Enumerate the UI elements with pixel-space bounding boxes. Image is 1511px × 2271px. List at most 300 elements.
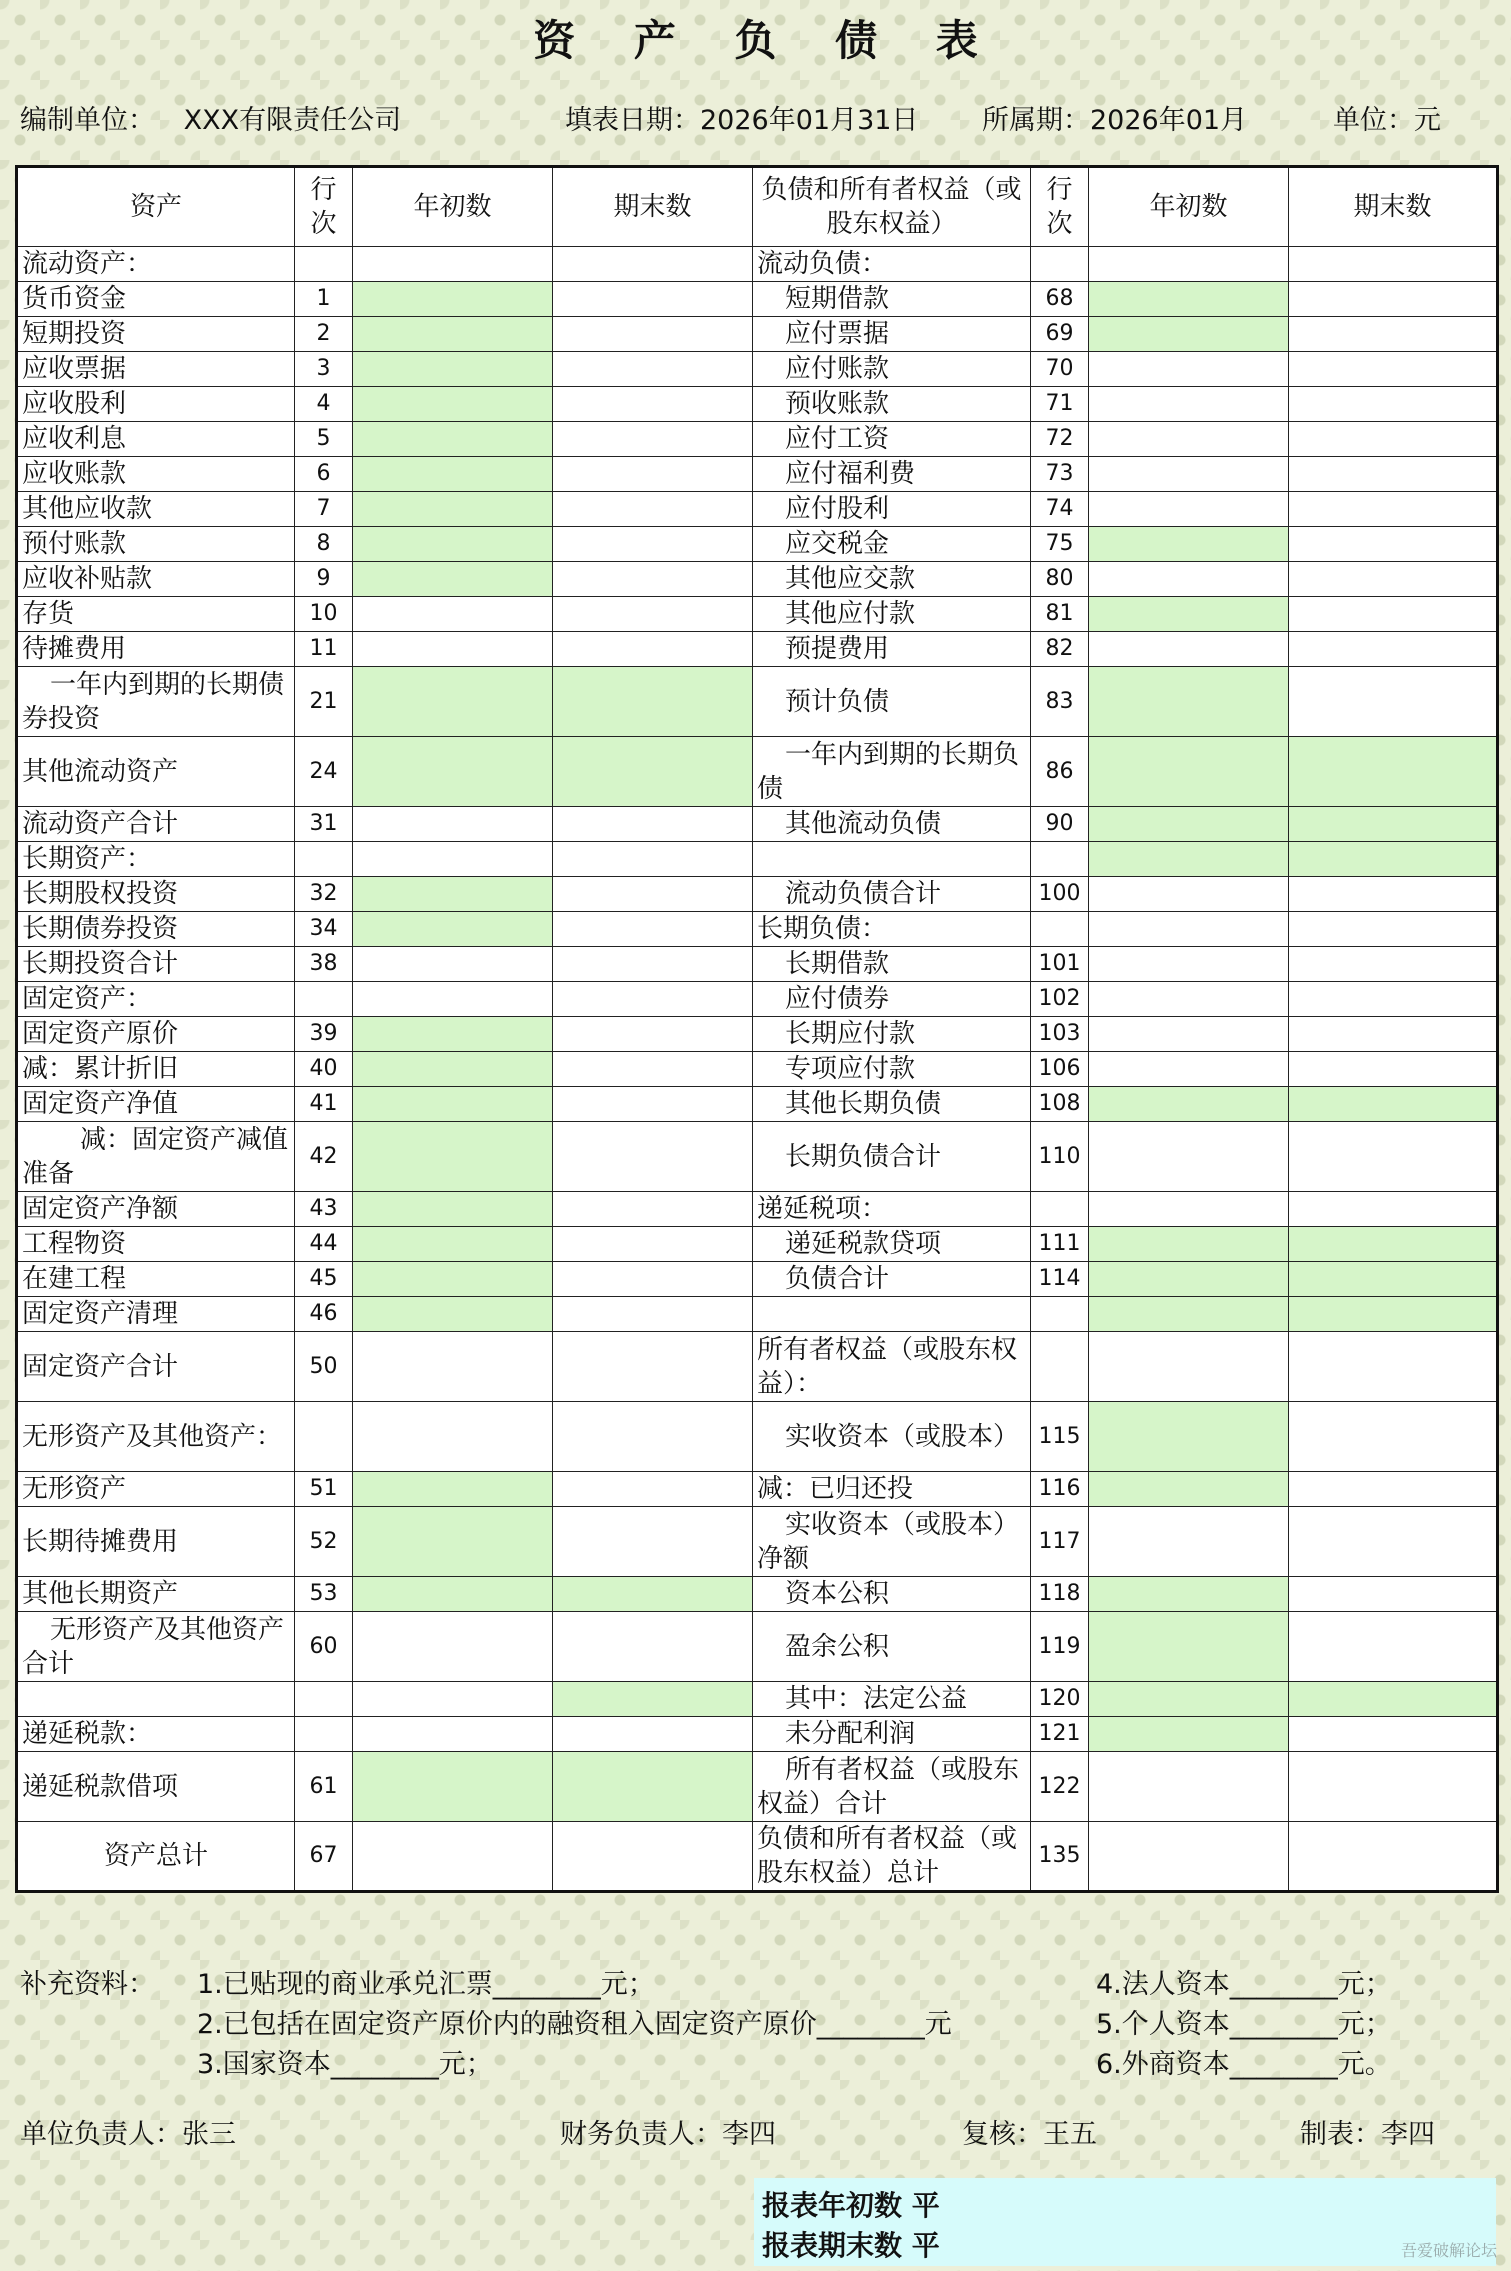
liability-end-value: [1289, 1717, 1498, 1752]
asset-begin-value[interactable]: [353, 282, 553, 317]
asset-item-label: 其他应收款: [17, 492, 295, 527]
asset-end-value: [553, 282, 753, 317]
liability-begin-value: [1089, 1192, 1289, 1227]
liability-begin-value: [1089, 1017, 1289, 1052]
liability-end-value: [1289, 947, 1498, 982]
asset-item-label: 应收补贴款: [17, 562, 295, 597]
asset-end-value: [553, 947, 753, 982]
fill-date-value: 2026年01月31日: [700, 105, 919, 136]
asset-line-no: 1: [295, 282, 353, 317]
liability-line-no: [1031, 912, 1089, 947]
supplement-item-4: 4.法人资本________元；: [1096, 1969, 1392, 2000]
asset-line-no: 39: [295, 1017, 353, 1052]
asset-line-no: 38: [295, 947, 353, 982]
table-row: [17, 282, 1498, 317]
liability-item-label: 专项应付款: [753, 1052, 1031, 1087]
asset-line-no: 46: [295, 1297, 353, 1332]
liability-end-value[interactable]: [1289, 1087, 1498, 1122]
liability-begin-value[interactable]: [1089, 807, 1289, 842]
asset-item-label: 固定资产合计: [17, 1332, 295, 1402]
table-row: [17, 597, 1498, 632]
asset-line-no: 4: [295, 387, 353, 422]
liability-line-no: [1031, 1332, 1089, 1402]
asset-item-label: 递延税款：: [17, 1717, 295, 1752]
asset-end-value: [553, 1227, 753, 1262]
liability-item-label: [753, 1297, 1031, 1332]
asset-begin-value[interactable]: [353, 737, 553, 807]
liability-end-value: [1289, 877, 1498, 912]
liability-end-value[interactable]: [1289, 737, 1498, 807]
liability-begin-value: [1089, 352, 1289, 387]
liability-begin-value: [1089, 422, 1289, 457]
liability-line-no: [1031, 1297, 1089, 1332]
asset-begin-value[interactable]: [353, 1227, 553, 1262]
asset-item-label: 一年内到期的长期债券投资: [17, 667, 295, 737]
asset-end-value: [553, 1612, 753, 1682]
liability-begin-value: [1089, 877, 1289, 912]
asset-begin-value[interactable]: [353, 1472, 553, 1507]
liability-begin-value[interactable]: [1089, 667, 1289, 737]
table-row: [17, 737, 1498, 807]
asset-line-no: 6: [295, 457, 353, 492]
liability-begin-value[interactable]: [1089, 282, 1289, 317]
asset-line-no: 61: [295, 1752, 353, 1822]
table-row: [17, 1752, 1498, 1822]
liability-line-no: 117: [1031, 1507, 1089, 1577]
liability-end-value: [1289, 1052, 1498, 1087]
liability-begin-value[interactable]: [1089, 1087, 1289, 1122]
asset-item-label: 应收股利: [17, 387, 295, 422]
liability-end-value[interactable]: [1289, 1227, 1498, 1262]
liability-end-value: [1289, 352, 1498, 387]
liability-begin-value[interactable]: [1089, 317, 1289, 352]
asset-end-value: [553, 807, 753, 842]
asset-end-value[interactable]: [553, 1682, 753, 1717]
asset-begin-value: [353, 982, 553, 1017]
asset-line-no: 2: [295, 317, 353, 352]
liability-end-value: [1289, 527, 1498, 562]
liability-item-label: 递延税项：: [753, 1192, 1031, 1227]
table-row: [17, 947, 1498, 982]
header-assets: 资产: [17, 167, 295, 247]
liability-item-label: 应付债券: [753, 982, 1031, 1017]
liability-item-label: 减：已归还投: [753, 1472, 1031, 1507]
table-row: [17, 492, 1498, 527]
asset-begin-value[interactable]: [353, 1087, 553, 1122]
liability-item-label: 预收账款: [753, 387, 1031, 422]
asset-line-no: 5: [295, 422, 353, 457]
asset-end-value: [553, 1822, 753, 1892]
unit-label: 编制单位：: [20, 105, 155, 136]
asset-item-label: 其他长期资产: [17, 1577, 295, 1612]
currency-value: 元: [1414, 105, 1441, 136]
asset-end-value: [553, 562, 753, 597]
watermark: 吾爱破解论坛: [1400, 2241, 1497, 2260]
liability-begin-value[interactable]: [1089, 1402, 1289, 1472]
asset-begin-value[interactable]: [353, 912, 553, 947]
liability-begin-value: [1089, 632, 1289, 667]
period-value: 2026年01月: [1090, 105, 1248, 136]
asset-begin-value[interactable]: [353, 457, 553, 492]
liability-begin-value: [1089, 562, 1289, 597]
header-line-no-right: 行次: [1031, 167, 1089, 247]
liability-item-label: 预提费用: [753, 632, 1031, 667]
header-liabilities: 负债和所有者权益（或股东权益）: [753, 167, 1031, 247]
liability-item-label: [753, 842, 1031, 877]
liability-line-no: 120: [1031, 1682, 1089, 1717]
liability-end-value: [1289, 1752, 1498, 1822]
liability-line-no: 80: [1031, 562, 1089, 597]
asset-end-value: [553, 1472, 753, 1507]
asset-begin-value[interactable]: [353, 1577, 553, 1612]
asset-item-label: 待摊费用: [17, 632, 295, 667]
asset-begin-value[interactable]: [353, 1752, 553, 1822]
asset-end-value[interactable]: [553, 667, 753, 737]
liability-begin-value: [1089, 1507, 1289, 1577]
table-row: [17, 1297, 1498, 1332]
asset-end-value: [553, 877, 753, 912]
check-end: 报表期末数 平: [762, 2229, 940, 2262]
liability-item-label: 短期借款: [753, 282, 1031, 317]
table-row: [17, 562, 1498, 597]
liability-item-label: 应付票据: [753, 317, 1031, 352]
asset-line-no: [295, 842, 353, 877]
liability-line-no: 100: [1031, 877, 1089, 912]
liability-end-value: [1289, 1507, 1498, 1577]
liability-line-no: 118: [1031, 1577, 1089, 1612]
asset-begin-value[interactable]: [353, 1017, 553, 1052]
liability-item-label: 流动负债合计: [753, 877, 1031, 912]
liability-begin-value[interactable]: [1089, 1472, 1289, 1507]
asset-end-value: [553, 352, 753, 387]
signature-review: 复核：王五: [962, 2119, 1097, 2150]
liability-begin-value[interactable]: [1089, 1262, 1289, 1297]
asset-begin-value[interactable]: [353, 352, 553, 387]
liability-begin-value[interactable]: [1089, 737, 1289, 807]
fill-date: [565, 98, 918, 137]
liability-end-value[interactable]: [1289, 1297, 1498, 1332]
liability-begin-value[interactable]: [1089, 1297, 1289, 1332]
asset-line-no: 42: [295, 1122, 353, 1192]
liability-end-value: [1289, 632, 1498, 667]
table-row: [17, 1332, 1498, 1402]
liability-line-no: 69: [1031, 317, 1089, 352]
asset-item-label: 其他流动资产: [17, 737, 295, 807]
asset-end-value[interactable]: [553, 737, 753, 807]
liability-line-no: 70: [1031, 352, 1089, 387]
table-row: [17, 352, 1498, 387]
liability-end-value[interactable]: [1289, 1682, 1498, 1717]
liability-end-value: [1289, 562, 1498, 597]
asset-end-value: [553, 1507, 753, 1577]
asset-item-label: 长期股权投资: [17, 877, 295, 912]
asset-item-label: 工程物资: [17, 1227, 295, 1262]
asset-end-value: [553, 1192, 753, 1227]
asset-item-label: [17, 1682, 295, 1717]
period-label: 所属期：: [982, 105, 1090, 136]
asset-item-label: 应收利息: [17, 422, 295, 457]
asset-line-no: 50: [295, 1332, 353, 1402]
liability-begin-value: [1089, 1122, 1289, 1192]
balance-sheet-table: [15, 165, 1499, 1893]
liability-begin-value[interactable]: [1089, 842, 1289, 877]
supplement-item-1: 1.已贴现的商业承兑汇票________元；: [197, 1969, 655, 2000]
liability-begin-value: [1089, 982, 1289, 1017]
asset-item-label: 递延税款借项: [17, 1752, 295, 1822]
asset-item-label: 无形资产及其他资产：: [17, 1402, 295, 1472]
asset-line-no: 9: [295, 562, 353, 597]
liability-end-value[interactable]: [1289, 807, 1498, 842]
asset-end-value: [553, 1297, 753, 1332]
liability-item-label: 流动负债：: [753, 247, 1031, 282]
asset-end-value[interactable]: [553, 1577, 753, 1612]
liability-end-value: [1289, 387, 1498, 422]
liability-end-value: [1289, 1192, 1498, 1227]
asset-end-value: [553, 842, 753, 877]
liability-end-value: [1289, 457, 1498, 492]
table-row: [17, 912, 1498, 947]
liability-begin-value[interactable]: [1089, 1227, 1289, 1262]
liability-end-value: [1289, 247, 1498, 282]
asset-item-label: 流动资产合计: [17, 807, 295, 842]
check-begin: 报表年初数 平: [762, 2189, 940, 2222]
liability-end-value: [1289, 597, 1498, 632]
asset-line-no: [295, 1402, 353, 1472]
asset-begin-value[interactable]: [353, 1122, 553, 1192]
liability-end-value: [1289, 1402, 1498, 1472]
liability-item-label: 所有者权益（或股东权益）：: [753, 1332, 1031, 1402]
liability-item-label: 盈余公积: [753, 1612, 1031, 1682]
liability-item-label: 长期负债：: [753, 912, 1031, 947]
asset-line-no: 41: [295, 1087, 353, 1122]
liability-begin-value: [1089, 1052, 1289, 1087]
liability-item-label: 预计负债: [753, 667, 1031, 737]
table-row: [17, 877, 1498, 912]
signature-preparer: 制表：李四: [1300, 2119, 1435, 2150]
asset-begin-value[interactable]: [353, 667, 553, 737]
table-row: [17, 1052, 1498, 1087]
liability-line-no: 106: [1031, 1052, 1089, 1087]
liability-line-no: 86: [1031, 737, 1089, 807]
asset-end-value: [553, 1262, 753, 1297]
table-row: [17, 1472, 1498, 1507]
asset-end-value: [553, 492, 753, 527]
liability-line-no: 114: [1031, 1262, 1089, 1297]
asset-begin-value[interactable]: [353, 317, 553, 352]
asset-end-value: [553, 1402, 753, 1472]
asset-item-label: 固定资产净额: [17, 1192, 295, 1227]
liability-end-value: [1289, 492, 1498, 527]
liability-item-label: 其他应交款: [753, 562, 1031, 597]
asset-end-value: [553, 457, 753, 492]
liability-begin-value: [1089, 947, 1289, 982]
liability-begin-value[interactable]: [1089, 527, 1289, 562]
table-row: [17, 1192, 1498, 1227]
liability-item-label: 负债合计: [753, 1262, 1031, 1297]
liability-begin-value: [1089, 1332, 1289, 1402]
asset-line-no: 24: [295, 737, 353, 807]
liability-line-no: [1031, 247, 1089, 282]
asset-begin-value: [353, 842, 553, 877]
liability-begin-value[interactable]: [1089, 1717, 1289, 1752]
liability-line-no: 103: [1031, 1017, 1089, 1052]
asset-end-value: [553, 1717, 753, 1752]
liability-end-value: [1289, 1017, 1498, 1052]
liability-line-no: 71: [1031, 387, 1089, 422]
liability-item-label: 应付股利: [753, 492, 1031, 527]
currency: [1333, 98, 1441, 137]
liability-end-value: [1289, 1472, 1498, 1507]
liability-line-no: 83: [1031, 667, 1089, 737]
asset-line-no: [295, 982, 353, 1017]
asset-end-value: [553, 1122, 753, 1192]
asset-line-no: 44: [295, 1227, 353, 1262]
asset-line-no: 67: [295, 1822, 353, 1892]
asset-end-value: [553, 247, 753, 282]
asset-begin-value: [353, 1717, 553, 1752]
asset-item-label: 流动资产：: [17, 247, 295, 282]
table-row: [17, 632, 1498, 667]
asset-item-label: 资产总计: [17, 1822, 295, 1892]
liability-end-value: [1289, 1122, 1498, 1192]
asset-begin-value[interactable]: [353, 527, 553, 562]
asset-begin-value[interactable]: [353, 1507, 553, 1577]
asset-item-label: 固定资产原价: [17, 1017, 295, 1052]
table-row: [17, 982, 1498, 1017]
liability-item-label: 一年内到期的长期负债: [753, 737, 1031, 807]
liability-line-no: 73: [1031, 457, 1089, 492]
asset-item-label: 短期投资: [17, 317, 295, 352]
asset-begin-value: [353, 247, 553, 282]
liability-item-label: 资本公积: [753, 1577, 1031, 1612]
asset-begin-value[interactable]: [353, 1192, 553, 1227]
liability-line-no: 116: [1031, 1472, 1089, 1507]
asset-item-label: 预付账款: [17, 527, 295, 562]
table-row: [17, 1402, 1498, 1472]
asset-end-value: [553, 387, 753, 422]
asset-begin-value: [353, 1332, 553, 1402]
table-row: [17, 422, 1498, 457]
liability-item-label: 未分配利润: [753, 1717, 1031, 1752]
liability-item-label: 应付工资: [753, 422, 1031, 457]
liability-end-value: [1289, 1577, 1498, 1612]
liability-end-value: [1289, 982, 1498, 1017]
fill-date-label: 填表日期：: [565, 105, 700, 136]
asset-line-no: 3: [295, 352, 353, 387]
table-row: [17, 457, 1498, 492]
page-title: 资 产 负 债 表: [533, 16, 1000, 65]
asset-end-value: [553, 1087, 753, 1122]
liability-end-value[interactable]: [1289, 842, 1498, 877]
liability-line-no: [1031, 1192, 1089, 1227]
asset-begin-value: [353, 807, 553, 842]
liability-begin-value[interactable]: [1089, 1682, 1289, 1717]
header-end-left: 期末数: [553, 167, 753, 247]
table-header-row: [17, 167, 1498, 247]
asset-line-no: [295, 1717, 353, 1752]
liability-line-no: 82: [1031, 632, 1089, 667]
table-row: [17, 1717, 1498, 1752]
asset-begin-value: [353, 1682, 553, 1717]
liability-item-label: 长期应付款: [753, 1017, 1031, 1052]
liability-item-label: 其他流动负债: [753, 807, 1031, 842]
header-begin-left: 年初数: [353, 167, 553, 247]
liability-item-label: 实收资本（或股本）: [753, 1402, 1031, 1472]
asset-end-value: [553, 597, 753, 632]
liability-line-no: 119: [1031, 1612, 1089, 1682]
asset-begin-value[interactable]: [353, 422, 553, 457]
asset-end-value[interactable]: [553, 1752, 753, 1822]
table-row: [17, 1682, 1498, 1717]
asset-item-label: 在建工程: [17, 1262, 295, 1297]
liability-begin-value[interactable]: [1089, 1577, 1289, 1612]
asset-begin-value: [353, 597, 553, 632]
asset-line-no: 43: [295, 1192, 353, 1227]
table-row: [17, 1507, 1498, 1577]
asset-end-value: [553, 422, 753, 457]
asset-begin-value[interactable]: [353, 492, 553, 527]
unit-value: XXX有限责任公司: [183, 105, 402, 136]
liability-end-value[interactable]: [1289, 1262, 1498, 1297]
asset-item-label: 长期待摊费用: [17, 1507, 295, 1577]
asset-item-label: 无形资产及其他资产合计: [17, 1612, 295, 1682]
asset-line-no: 52: [295, 1507, 353, 1577]
asset-item-label: 无形资产: [17, 1472, 295, 1507]
header-line-no-left: 行次: [295, 167, 353, 247]
liability-begin-value[interactable]: [1089, 1612, 1289, 1682]
balance-check-box: [754, 2178, 1496, 2266]
liability-end-value: [1289, 422, 1498, 457]
asset-item-label: 长期投资合计: [17, 947, 295, 982]
asset-begin-value: [353, 947, 553, 982]
liability-line-no: 101: [1031, 947, 1089, 982]
asset-item-label: 长期债券投资: [17, 912, 295, 947]
liability-begin-value[interactable]: [1089, 597, 1289, 632]
asset-item-label: 应收票据: [17, 352, 295, 387]
liability-line-no: 110: [1031, 1122, 1089, 1192]
liability-line-no: 68: [1031, 282, 1089, 317]
liability-line-no: 108: [1031, 1087, 1089, 1122]
table-row: [17, 1017, 1498, 1052]
liability-begin-value: [1089, 912, 1289, 947]
liability-begin-value: [1089, 387, 1289, 422]
asset-begin-value[interactable]: [353, 1052, 553, 1087]
asset-begin-value[interactable]: [353, 1262, 553, 1297]
supplement-item-3: 3.国家资本________元；: [197, 2049, 493, 2080]
asset-begin-value[interactable]: [353, 877, 553, 912]
asset-line-no: 21: [295, 667, 353, 737]
liability-item-label: 应交税金: [753, 527, 1031, 562]
asset-line-no: 34: [295, 912, 353, 947]
currency-label: 单位：: [1333, 105, 1414, 136]
asset-line-no: 32: [295, 877, 353, 912]
asset-end-value: [553, 1017, 753, 1052]
asset-item-label: 固定资产：: [17, 982, 295, 1017]
table-row: [17, 1612, 1498, 1682]
asset-begin-value[interactable]: [353, 1297, 553, 1332]
table-row: [17, 247, 1498, 282]
asset-begin-value[interactable]: [353, 562, 553, 597]
asset-line-no: 40: [295, 1052, 353, 1087]
liability-line-no: 122: [1031, 1752, 1089, 1822]
liability-end-value: [1289, 317, 1498, 352]
asset-line-no: 7: [295, 492, 353, 527]
table-row: [17, 1227, 1498, 1262]
asset-begin-value[interactable]: [353, 387, 553, 422]
asset-line-no: 53: [295, 1577, 353, 1612]
liability-end-value: [1289, 912, 1498, 947]
table-row: [17, 807, 1498, 842]
